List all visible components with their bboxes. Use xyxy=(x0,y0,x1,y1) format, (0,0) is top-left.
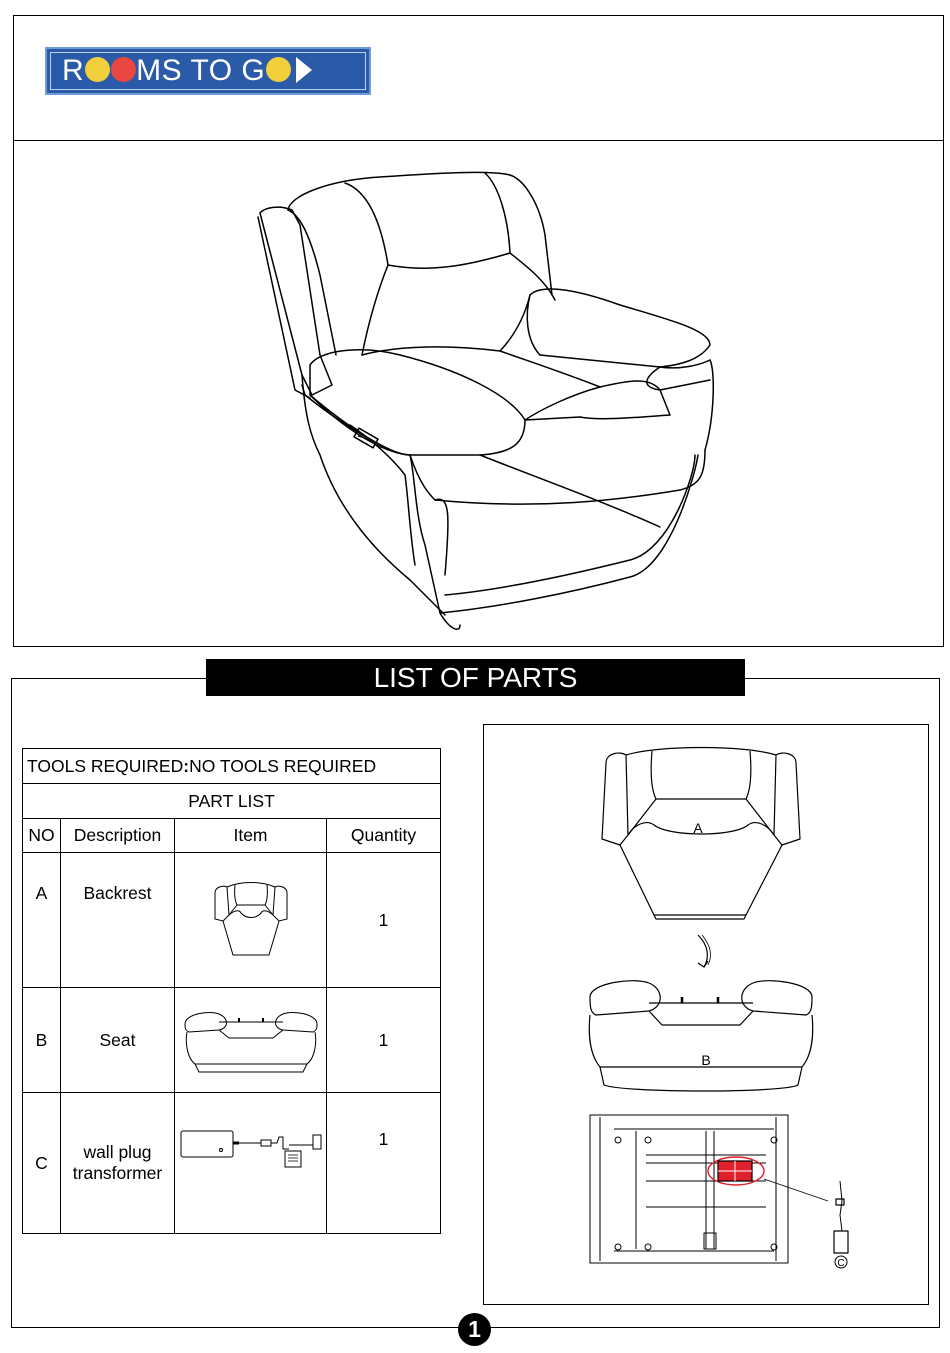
header-item: Item xyxy=(175,819,327,853)
logo-text xyxy=(62,54,312,88)
row-c-no: C xyxy=(23,1093,61,1234)
header-description: Description xyxy=(61,819,175,853)
row-b-quantity: 1 xyxy=(327,988,441,1093)
row-b-item xyxy=(175,988,327,1093)
table-row xyxy=(23,988,441,1093)
header-divider xyxy=(13,140,944,141)
part-list-title: PART LIST xyxy=(23,784,441,819)
table-row xyxy=(23,853,441,988)
transformer-icon xyxy=(177,1123,325,1169)
parts-table xyxy=(22,748,441,1234)
rooms-to-go-logo xyxy=(45,47,371,95)
seat-icon xyxy=(179,998,323,1078)
row-c-quantity: 1 xyxy=(327,1093,441,1234)
transformer-box-icon xyxy=(834,1231,848,1253)
logo-play-icon xyxy=(296,57,312,83)
logo-letter-r: R xyxy=(62,54,85,87)
assembly-diagram xyxy=(484,725,928,1304)
seat-diagram xyxy=(589,981,812,1091)
tools-separator: : xyxy=(183,755,190,776)
row-b-description: Seat xyxy=(61,988,175,1093)
parts-banner: LIST OF PARTS xyxy=(206,659,745,696)
header-no: NO xyxy=(23,819,61,853)
motor-icon xyxy=(718,1161,752,1181)
header-quantity: Quantity xyxy=(327,819,441,853)
page-number: 1 xyxy=(458,1313,491,1346)
row-c-description xyxy=(61,1093,175,1234)
row-a-no: A xyxy=(23,853,61,988)
row-c-item xyxy=(175,1093,327,1234)
seat-frame-underside xyxy=(590,1115,788,1263)
down-arrow-icon xyxy=(698,935,708,967)
row-a-description: Backrest xyxy=(61,853,175,988)
tools-required-value: NO TOOLS REQUIRED xyxy=(189,755,377,776)
tools-required-label: TOOLS REQUIRED xyxy=(27,755,184,776)
label-a: A xyxy=(693,820,703,836)
recliner-illustration xyxy=(240,155,730,635)
logo-circle-red xyxy=(111,57,136,82)
table-row xyxy=(23,1093,441,1234)
row-a-item xyxy=(175,853,327,988)
connector-icon xyxy=(836,1199,844,1205)
row-b-no: B xyxy=(23,988,61,1093)
row-c-description-line2: transformer xyxy=(72,1163,163,1183)
logo-circle-yellow xyxy=(85,57,110,82)
row-c-description-line1: wall plug xyxy=(83,1142,152,1162)
row-a-quantity: 1 xyxy=(327,853,441,988)
label-c: C xyxy=(837,1258,845,1269)
tools-required-cell xyxy=(23,749,441,784)
connection-line xyxy=(764,1179,828,1201)
logo-letters: MS TO G xyxy=(136,54,266,87)
label-b: B xyxy=(701,1052,711,1068)
backrest-icon xyxy=(201,875,301,961)
logo-circle-yellow-2 xyxy=(266,57,291,82)
